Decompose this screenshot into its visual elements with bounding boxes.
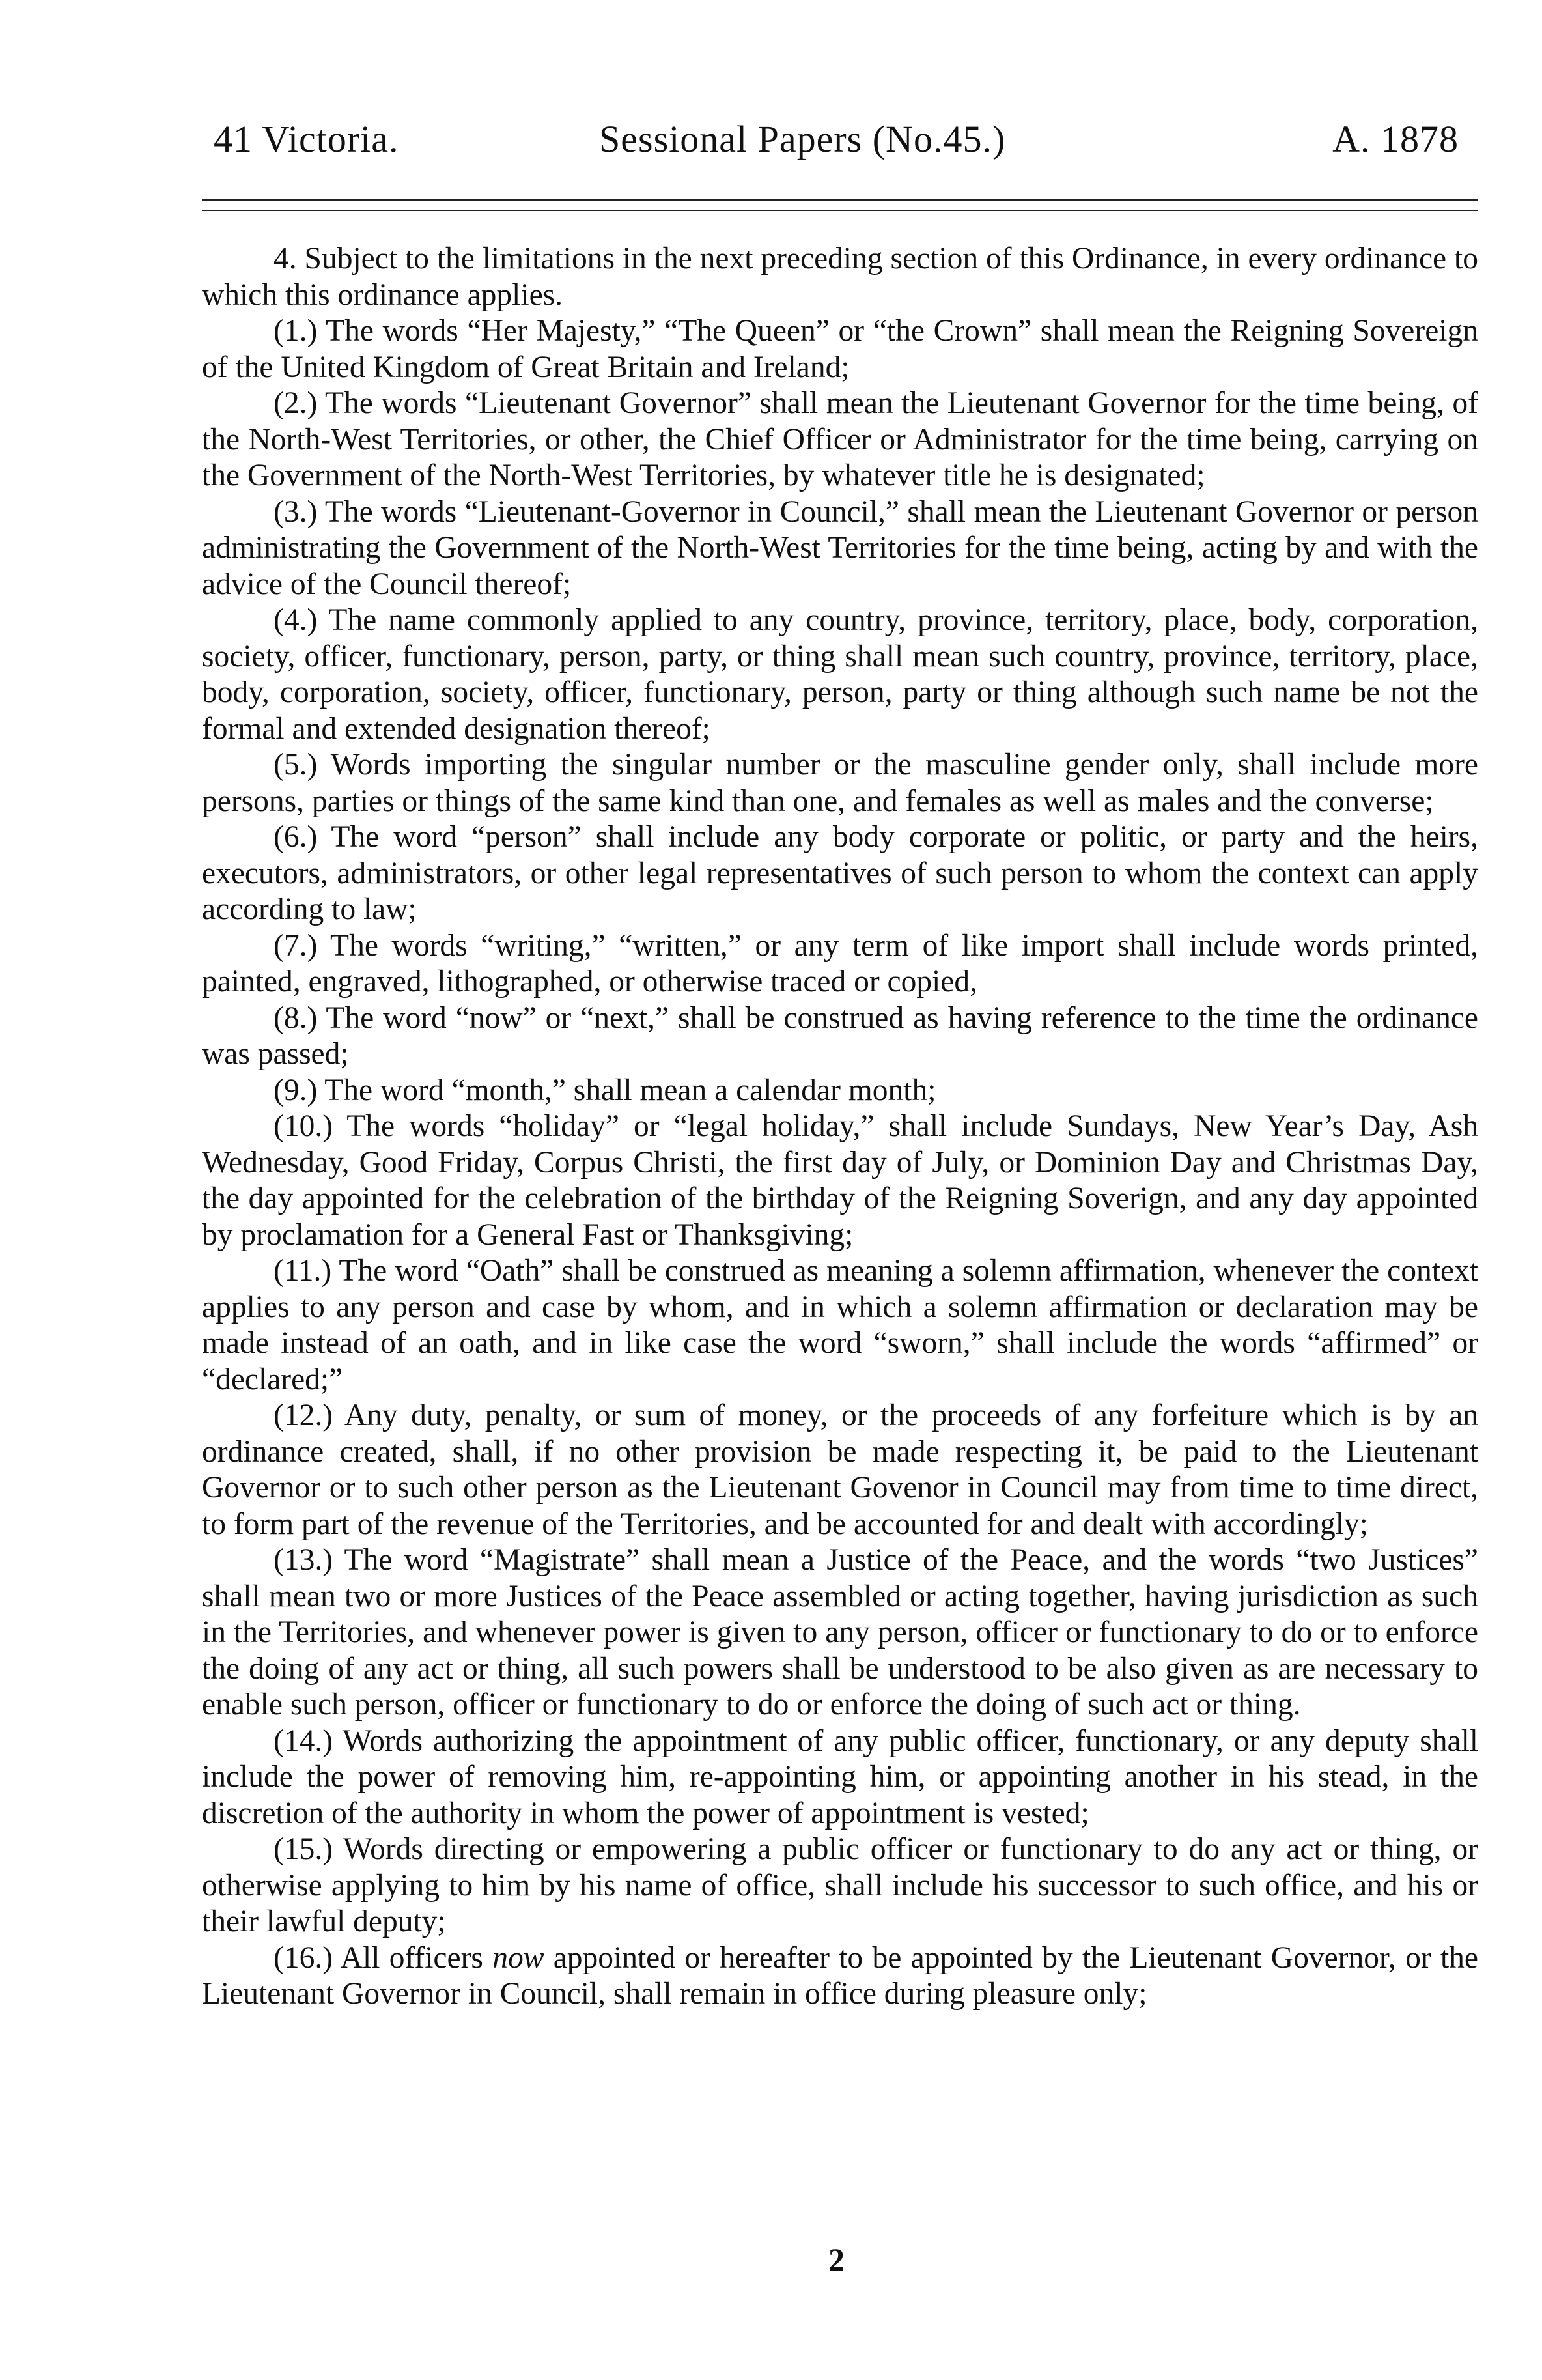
clause-7: (7.) The words “writing,” “written,” or any term of like import shall include words printed, painted, engraved, lithographed, or otherwise traced or copied, xyxy=(202,928,1478,999)
clause-14: (14.) Words authorizing the appointment of any public officer, functionary, or any deputy shall include the power of removing him, re-appointing him, or appointing another in his stead, in the discretion of the authority in whom the power of appointment is vested; xyxy=(202,1723,1478,1830)
clause-16 xyxy=(202,1940,1478,2013)
clause-16-start: (16.) All officers xyxy=(273,1940,493,1975)
header-regnal-year: 41 Victoria. xyxy=(214,118,399,160)
page-number: 2 xyxy=(828,2241,845,2278)
clause-3: (3.) The words “Lieutenant-Governor in Council,” shall mean the Lieutenant Governor or person administrating the Government of the North-West Territories for the time being, acting by and with the advice of the Council thereof; xyxy=(202,494,1478,601)
clause-12: (12.) Any duty, penalty, or sum of money, or the proceeds of any forfeiture which is by an ordinance created, shall, if no other provision be made respecting it, be paid to the Lieutenant Governor or to such other person as the Lieutenant Govenor in Council may from time to time direct, to form part of the revenue of the Territories, and be accounted for and dealt with accordingly; xyxy=(202,1398,1478,1541)
header-rule-bottom xyxy=(202,210,1478,211)
clause-2: (2.) The words “Lieutenant Governor” shall mean the Lieutenant Governor for the time being, of the North-West Territories, or other, the Chief Officer or Administrator for the time being, carrying on the Government of the North-West Territories, by whatever title he is designated; xyxy=(202,386,1478,492)
clause-15: (15.) Words directing or empowering a public officer or functionary to do any act or thing, or otherwise applying to him by his name of office, shall include his successor to such office, and his or their lawful deputy; xyxy=(202,1832,1478,1938)
header-rule-top xyxy=(202,199,1478,201)
clause-13: (13.) The word “Magistrate” shall mean a Justice of the Peace, and the words “two Justices” shall mean two or more Justices of the Peace assembled or acting together, having jurisdiction as such in the Territories, and whenever power is given to any person, officer or functionary to do or to enforce the doing of any act or thing, all such powers shall be understood to be also given as are necessary to enable such person, officer or functionary to do or enforce the doing of such act or thing. xyxy=(202,1543,1478,1721)
running-header xyxy=(195,117,1472,182)
clause-9: (9.) The word “month,” shall mean a calendar month; xyxy=(273,1073,936,1107)
section-4-intro: 4. Subject to the limitations in the next preceding section of this Ordinance, in every ordinance to which this ordinance applies. xyxy=(202,242,1478,312)
clause-8: (8.) The word “now” or “next,” shall be construed as having reference to the time the ordinance was passed; xyxy=(202,1000,1478,1071)
clause-16-emphasis: now xyxy=(492,1940,544,1975)
clause-16-end: appointed or hereafter to be appointed by the Lieutenant Governor, or the Lieutenant Governor in Council, shall remain in office during pleasure only; xyxy=(202,1940,1478,2011)
clause-4: (4.) The name commonly applied to any country, province, territory, place, body, corporation, society, officer, functionary, person, party, or thing shall mean such country, province, territory, place, body, corporation, society, officer, functionary, person, party or thing although such name be not the formal and extended designation thereof; xyxy=(202,603,1478,746)
clause-1: (1.) The words “Her Majesty,” “The Queen” or “the Crown” shall mean the Reigning Sovereign of the United Kingdom of Great Britain and Ireland; xyxy=(202,314,1478,384)
clause-6: (6.) The word “person” shall include any body corporate or politic, or party and the heirs, executors, administrators, or other legal representatives of such person to whom the context can apply according to law; xyxy=(202,820,1478,926)
clause-10: (10.) The words “holiday” or “legal holiday,” shall include Sundays, New Year’s Day, Ash Wednesday, Good Friday, Corpus Christi, the first day of July, or Dominion Day and Christmas Day, the day appointed for the celebration of the birthday of the Reigning Soverign, and any day appointed by proclamation for a General Fast or Thanksgiving; xyxy=(202,1109,1478,1252)
header-year: A. 1878 xyxy=(1332,118,1459,160)
ordinance-text xyxy=(202,241,1478,2013)
header-title: Sessional Papers (No.45.) xyxy=(599,118,1006,160)
clause-5: (5.) Words importing the singular number or the masculine gender only, shall include more persons, parties or things of the same kind than one, and females as well as males and the converse; xyxy=(202,748,1478,818)
clause-11: (11.) The word “Oath” shall be construed as meaning a solemn affirmation, whenever the context applies to any person and case by whom, and in which a solemn affirmation or declaration may be made instead of an oath, and in like case the word “sworn,” shall include the words “affirmed” or “declared;” xyxy=(202,1254,1478,1396)
